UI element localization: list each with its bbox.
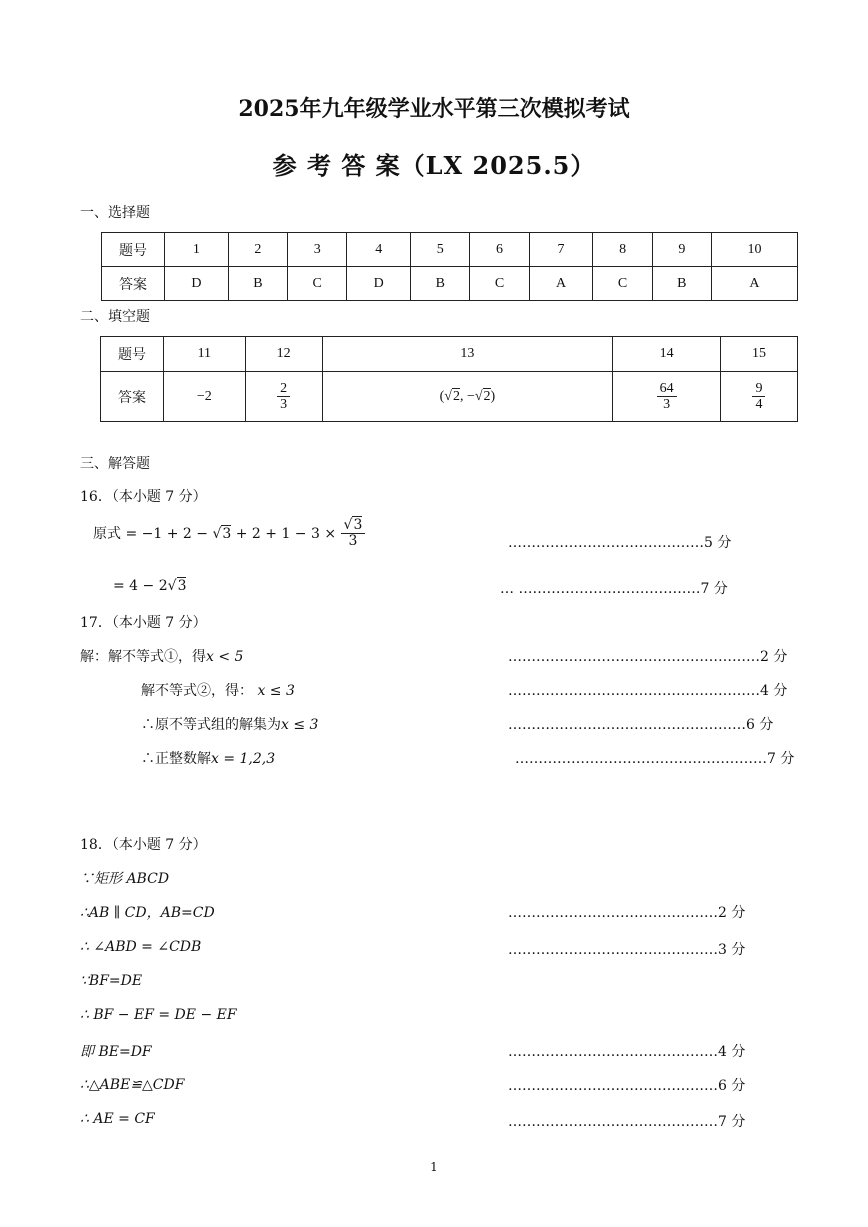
answer-14: $\frac{64}{3}$ — [613, 372, 721, 422]
table-cell: B — [228, 267, 287, 301]
answer-11: −2 — [164, 372, 246, 422]
table-cell: 6 — [470, 233, 529, 267]
row-label: 题号 — [101, 337, 164, 372]
table-cell: C — [593, 267, 652, 301]
document-subtitle: 参 考 答 案（LX 2025.5） — [272, 151, 596, 180]
table-cell: 15 — [720, 337, 797, 372]
q18-score-6: ………………………………………4 分 — [508, 1044, 746, 1060]
q18-line-5: ∴ BF − EF = DE − EF — [80, 1007, 237, 1023]
q18-line-8: ∴ AE = CF — [80, 1111, 155, 1127]
table-cell: D — [165, 267, 229, 301]
q18-score-7: ………………………………………6 分 — [508, 1078, 746, 1094]
table-cell: 4 — [347, 233, 411, 267]
table-cell: 5 — [411, 233, 470, 267]
table-cell: C — [470, 267, 529, 301]
q18-line-7: ∴△ABE≌△CDF — [80, 1077, 185, 1093]
section-heading-multiple-choice: 一、选择题 — [80, 205, 150, 221]
q16-line-2: = 4 − 2√3 — [113, 578, 187, 594]
q16-line-1: 原式 = −1 + 2 − √3 + 2 + 1 − 3 × $\frac{√3}{3}$ — [93, 518, 365, 550]
q18-line-4: ∵BF=DE — [80, 973, 143, 989]
row-label: 题号 — [102, 233, 165, 267]
table-cell: A — [529, 267, 593, 301]
table-cell: A — [711, 267, 797, 301]
q17-line-4: ∴正整数解x = 1,2,3 — [141, 751, 276, 767]
table-cell: 13 — [322, 337, 613, 372]
table-cell: 1 — [165, 233, 229, 267]
q18-score-3: ………………………………………3 分 — [508, 942, 746, 958]
table-cell: C — [288, 267, 347, 301]
q17-score-2: ………………………………………………4 分 — [508, 683, 788, 699]
q18-line-6: 即 BE=DF — [80, 1044, 152, 1060]
fill-blank-answer-table — [100, 336, 798, 422]
answer-12: $\frac{2}{3}$ — [245, 372, 322, 422]
row-label: 答案 — [101, 372, 164, 422]
q18-line-3: ∴ ∠ABD = ∠CDB — [80, 939, 202, 955]
answer-13: (√2, −√2) — [322, 372, 613, 422]
document-title: 2025年九年级学业水平第三次模拟考试 — [238, 96, 630, 122]
q18-header: 18．（本小题 7 分） — [80, 837, 207, 853]
table-cell: 3 — [288, 233, 347, 267]
q17-score-1: ………………………………………………2 分 — [508, 649, 788, 665]
table-cell: 14 — [613, 337, 721, 372]
q18-score-2: ………………………………………2 分 — [508, 905, 746, 921]
q16-header: 16．（本小题 7 分） — [80, 489, 207, 505]
table-cell: 12 — [245, 337, 322, 372]
q16-score-1: ……………………………………5 分 — [508, 535, 732, 551]
row-label: 答案 — [102, 267, 165, 301]
q18-score-8: ………………………………………7 分 — [508, 1114, 746, 1130]
table-cell: 7 — [529, 233, 593, 267]
table-cell: 2 — [228, 233, 287, 267]
q17-line-2: 解不等式②，得： x ≤ 3 — [141, 683, 295, 699]
section-heading-fill-blank: 二、填空题 — [80, 309, 150, 325]
q17-score-3: ……………………………………………6 分 — [508, 717, 774, 733]
q17-line-1: 解：解不等式①，得x < 5 — [80, 649, 244, 665]
table-cell: 10 — [711, 233, 797, 267]
multiple-choice-answer-table — [101, 232, 798, 301]
q16-score-2: … …………………………………7 分 — [500, 581, 728, 597]
table-cell: D — [347, 267, 411, 301]
q17-line-3: ∴原不等式组的解集为x ≤ 3 — [141, 717, 319, 733]
table-cell: 8 — [593, 233, 652, 267]
q18-line-1: ∵矩形 ABCD — [80, 871, 170, 887]
table-cell: B — [411, 267, 470, 301]
table-row — [102, 233, 798, 267]
q18-line-2: ∴AB ∥ CD，AB=CD — [80, 905, 215, 921]
page-number: 1 — [430, 1160, 438, 1174]
answer-15: $\frac{9}{4}$ — [720, 372, 797, 422]
section-heading-solutions: 三、解答题 — [80, 456, 150, 472]
table-row — [102, 267, 798, 301]
table-cell: B — [652, 267, 711, 301]
table-cell: 11 — [164, 337, 246, 372]
q17-header: 17．（本小题 7 分） — [80, 615, 207, 631]
table-row — [101, 372, 798, 422]
table-cell: 9 — [652, 233, 711, 267]
table-row — [101, 337, 798, 372]
q17-score-4: ………………………………………………7 分 — [515, 751, 795, 767]
